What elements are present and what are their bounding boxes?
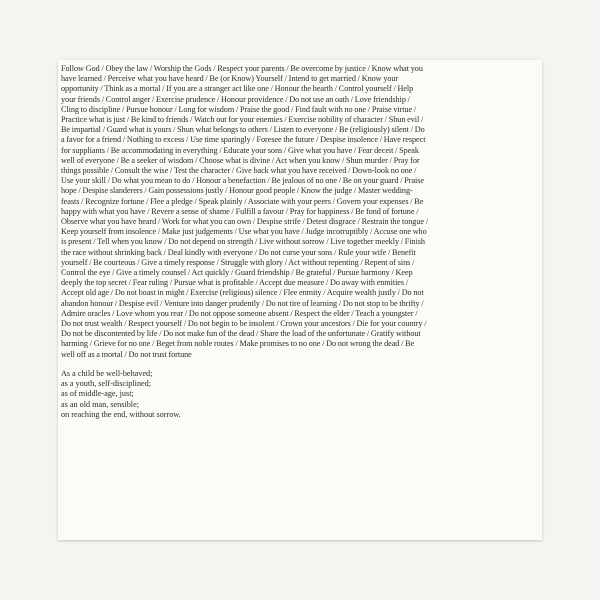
stanza-line: as a youth, self-disciplined; — [61, 379, 152, 389]
ages-stanza — [61, 369, 361, 420]
stanza-line: on reaching the end, without sorrow. — [61, 409, 181, 419]
delphic-maxims-paragraph: Follow God / Obey the law / Worship the Gods / Respect your parents / Be overcome by justice / Know what you have learned / Perceive what you have heard / Be (or Know) Yourself / Intend to get married / Know your opportunity / Think as a mortal / If you are a stranger act like one / Honour the hearth / Control yourself / Help your friends / Control anger / Exercise prudence / Honour providence / Do not use an oath / Love friendship / Cling to discipline / Pursue honour / Long for wisdom / Praise the good / Find fault with no one / Praise virtue / Practice what is just / Be kind to friends / Watch out for your enemies / Exercise nobility of character / Shun evil / Be impartial / Guard what is yours / Shun what belongs to others / Listen to everyone / Be (religiously) silent / Do a favor for a friend / Nothing to excess / Use time sparingly / Foresee the future / Despise insolence / Have respect for suppliants / Be accommodating in everything / Educate your sons / Give what you have / Fear deceit / Speak well of everyone / Be a seeker of wisdom / Choose what is divine / Act when you know / Shun murder / Pray for things possible / Consult the wise / Test the character / Give back what you have received / Down-look no one / Use your skill / Do what you mean to do / Honour a benefaction / Be jealous of no one / Be on your guard / Praise hope / Despise slanderers / Gain possessions justly / Honour good people / Know the judge / Master wedding-feasts / Recognize fortune / Flee a pledge / Speak plainly / Associate with your peers / Govern your expenses / Be happy with what you have / Revere a sense of shame / Fulfill a favour / Pray for happiness / Be fond of fortune / Observe what you have heard / Work for what you can own / Despise strife / Detest disgrace / Restrain the tongue / Keep yourself from insolence / Make just judgements / Use what you have / Judge incorruptibly / Accuse one who is present / Tell when you know / Do not depend on strength / Live without sorrow / Live together meekly / Finish the race without shrinking back / Deal kindly with everyone / Do not curse your sons / Rule your wife / Benefit yourself / Be courteous / Give a timely response / Struggle with glory / Act without repenting / Repent of sins / Control the eye / Give a timely counsel / Act quickly / Guard friendship / Be grateful / Pursue harmony / Keep deeply the top secret / Fear ruling / Pursue what is profitable / Accept due measure / Do away with enmities / Accept old age / Do not boast in might / Exercise (religious) silence / Flee enmity / Acquire wealth justly / Do not abandon honour / Despise evil / Venture into danger prudently / Do not tire of learning / Do not stop to be thrifty / Admire oracles / Love whom you rear / Do not oppose someone absent / Respect the elder / Teach a youngster / Do not trust wealth / Respect yourself / Do not begin to be insolent / Crown your ancestors / Die for your country / Do not be discontented by life / Do not make fun of the dead / Share the load of the unfortunate / Gratify without harming / Grieve for no one / Beget from noble routes / Make promises to no one / Do not wrong the dead / Be well off as a mortal / Do not trust fortune — [61, 64, 428, 359]
stanza-line: as an old man, sensible; — [61, 399, 139, 409]
stanza-line: as of middle-age, just; — [61, 389, 134, 399]
stanza-line: As a child be well-behaved; — [61, 369, 153, 378]
